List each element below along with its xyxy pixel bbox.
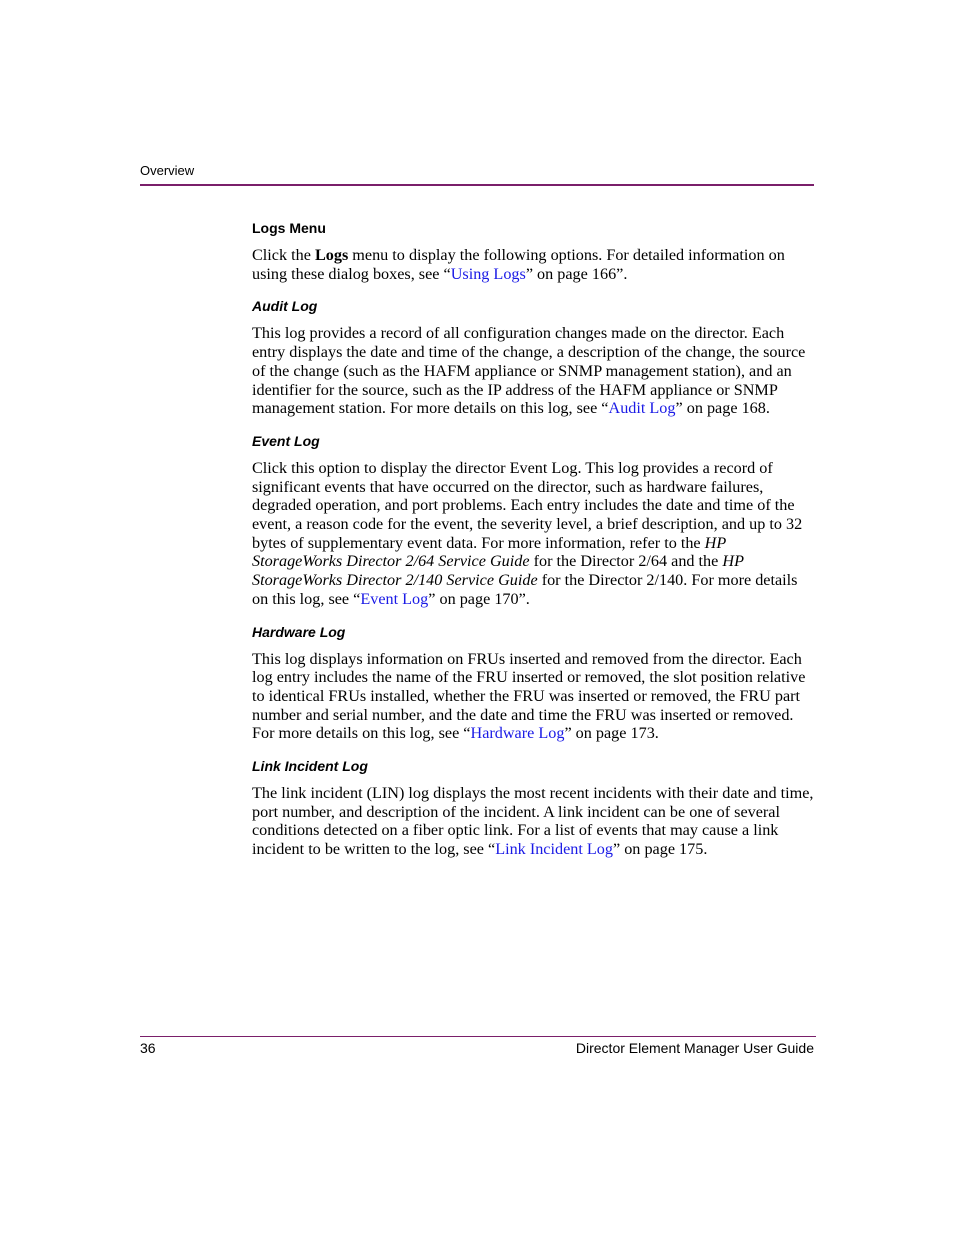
logs-menu-intro bbox=[252, 246, 814, 283]
event-log-paragraph bbox=[252, 459, 814, 609]
link-incident-log-link[interactable]: Link Incident Log bbox=[495, 840, 613, 859]
hardware-text-2: ” on page 173. bbox=[564, 724, 659, 743]
link-incident-log-heading: Link Incident Log bbox=[252, 758, 368, 775]
event-log-link[interactable]: Event Log bbox=[360, 589, 429, 608]
event-log-heading: Event Log bbox=[252, 432, 320, 449]
intro-text-2: menu to display the following options. For detailed information on using these dialog boxes, see “ bbox=[252, 246, 785, 283]
service-guide-2140-title: HP StorageWorks Director 2/140 Service Guide bbox=[252, 552, 744, 590]
event-text-2: for the Director 2/64 and the bbox=[529, 552, 723, 571]
audit-log-paragraph bbox=[252, 324, 814, 418]
event-text-3: for the Director 2/140. For more details on this log, see “ bbox=[252, 571, 798, 608]
using-logs-link[interactable]: Using Logs bbox=[450, 264, 526, 283]
event-text-1: Click this option to display the director Event Log. This log provides a record of significant events that have occurred on the director, such as hardware failures, degraded operation, and port problems. Each entry includes the date and time of the event, a reason code for the event, the severity level, a brief description, and up to 32 bytes of supplementary event data. For more information, refer to the bbox=[252, 458, 803, 552]
intro-text-1: Click the bbox=[252, 246, 315, 264]
page-number: 36 bbox=[140, 1040, 156, 1056]
hardware-log-link[interactable]: Hardware Log bbox=[470, 724, 565, 743]
hardware-log-paragraph bbox=[252, 650, 814, 744]
hardware-text-1: This log displays information on FRUs inserted and removed from the director. Each log entry includes the name of the FRU inserted or removed, the slot position relative to identical FRUs installed, whether the FRU was inserted or removed, the FRU part number and serial number, and the date and time the FRU was inserted or removed. For more details on this log, see “ bbox=[252, 649, 806, 743]
hardware-log-heading: Hardware Log bbox=[252, 623, 346, 640]
lin-text-2: ” on page 175. bbox=[612, 840, 708, 859]
header-rule bbox=[140, 184, 814, 186]
link-incident-log-paragraph bbox=[252, 784, 814, 859]
audit-text-2: ” on page 168. bbox=[675, 399, 770, 418]
event-text-4: ” on page 170”. bbox=[428, 589, 530, 608]
lin-text-1: The link incident (LIN) log displays the most recent incidents with their date and time, port number, and description of the incident. A link incident can be one of several conditions detected on a fiber optic link. For a list of events that may cause a link incident to be written to the log, see “ bbox=[252, 784, 814, 859]
footer-rule bbox=[140, 1036, 816, 1037]
document-title: Director Element Manager User Guide bbox=[575, 1040, 814, 1056]
running-header: Overview bbox=[140, 163, 195, 178]
intro-text-3: ” on page 166”. bbox=[525, 264, 628, 283]
audit-text-1: This log provides a record of all configuration changes made on the director. Each entry displays the date and time of the change, a description of the change, the source of the change (such as the HAFM appliance or SNMP management station), and an identifier for the source, such as the IP address of the HAFM appliance or SNMP management station. For more details on this log, see “ bbox=[252, 324, 806, 418]
page-content bbox=[252, 218, 814, 859]
audit-log-link[interactable]: Audit Log bbox=[608, 399, 676, 418]
service-guide-264-title: HP StorageWorks Director 2/64 Service Guide bbox=[252, 533, 726, 571]
audit-log-heading: Audit Log bbox=[252, 298, 318, 315]
logs-bold-term: Logs bbox=[314, 246, 349, 264]
logs-menu-heading: Logs Menu bbox=[252, 220, 326, 236]
